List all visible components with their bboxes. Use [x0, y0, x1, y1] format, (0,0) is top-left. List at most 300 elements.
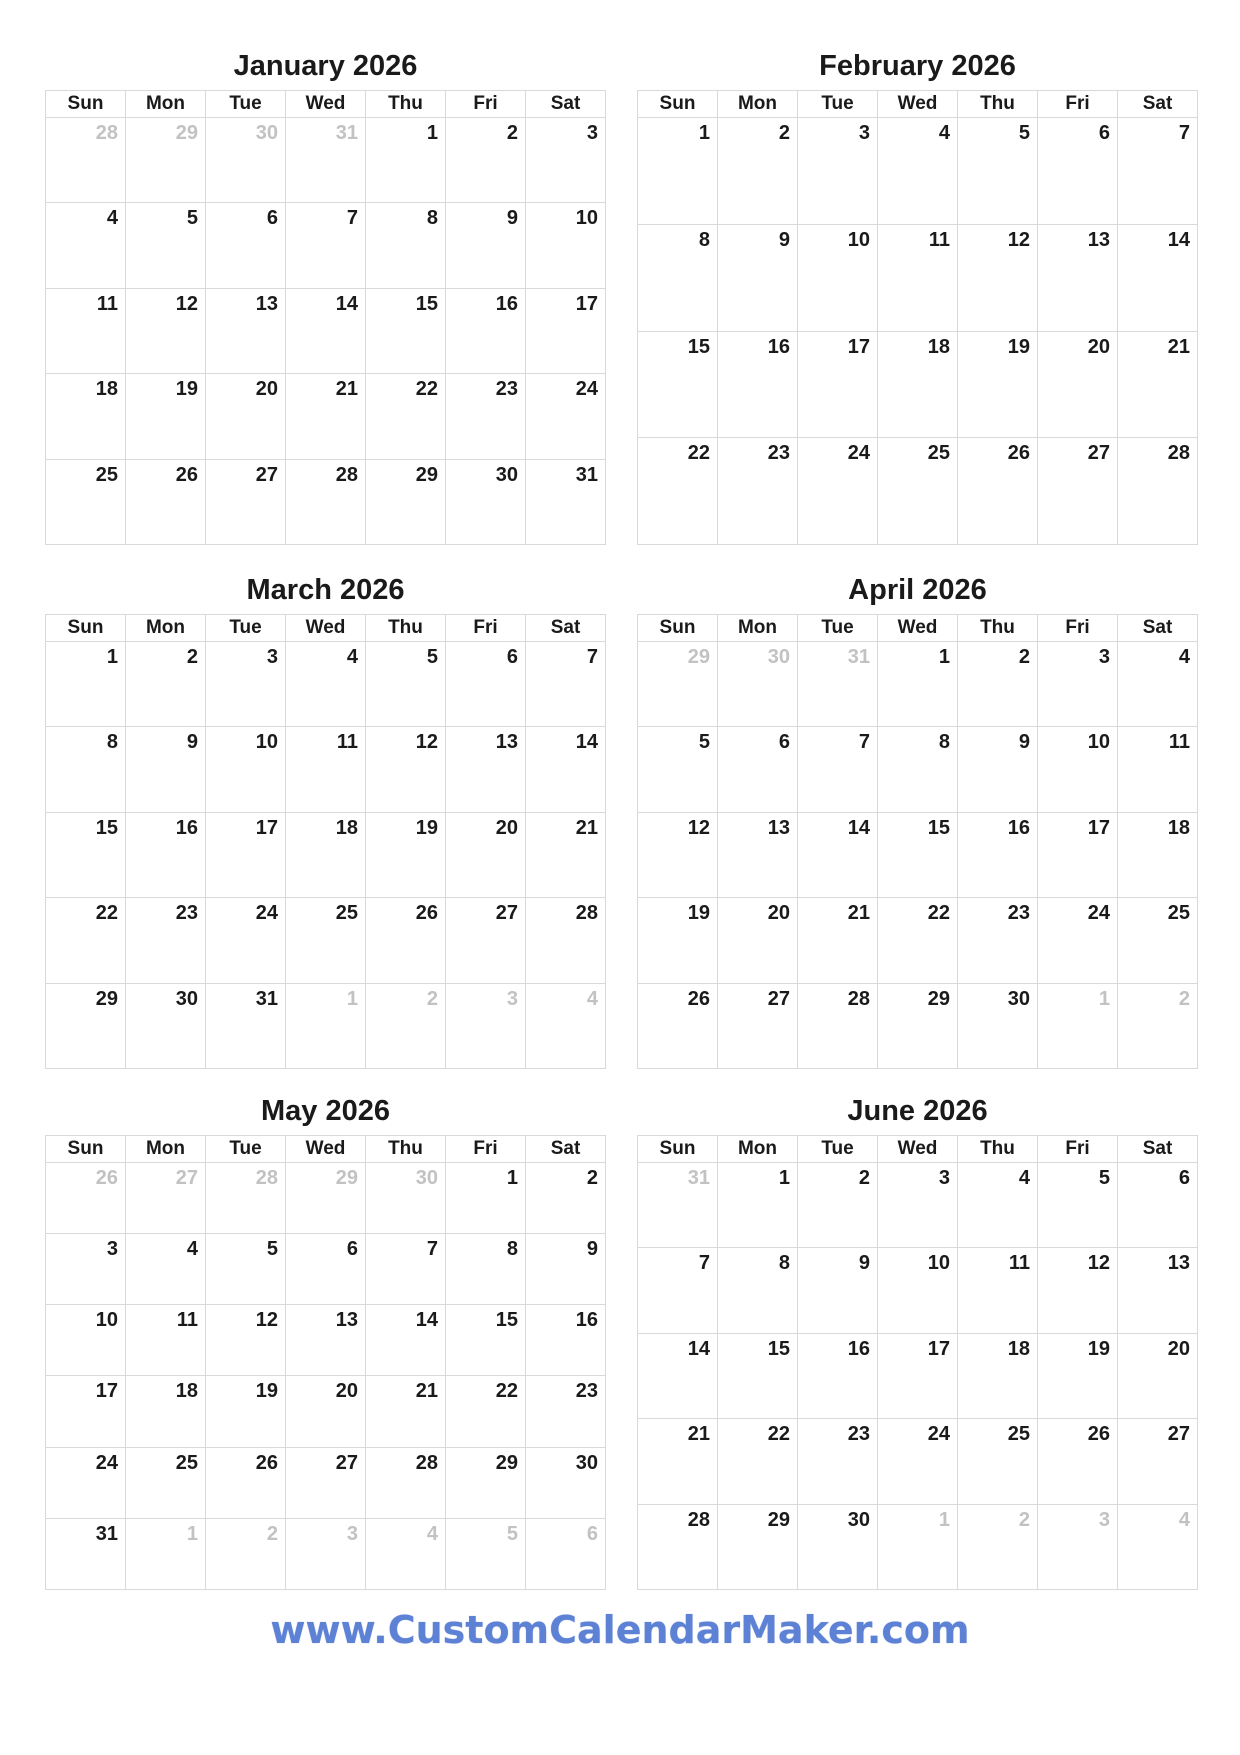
date-cell: 12	[126, 288, 206, 373]
date-cell: 8	[366, 203, 446, 288]
date-cell: 1	[46, 642, 126, 727]
date-cell: 8	[878, 727, 958, 812]
date-cell-adjacent-month: 28	[46, 118, 126, 203]
date-cell-adjacent-month: 26	[46, 1163, 126, 1234]
day-header-mon: Mon	[718, 615, 798, 642]
week-row	[638, 642, 1198, 727]
month-march	[45, 570, 606, 1069]
week-row	[638, 1419, 1198, 1504]
date-cell-adjacent-month: 1	[878, 1504, 958, 1589]
date-cell: 28	[526, 898, 606, 983]
date-cell: 25	[126, 1447, 206, 1518]
day-header-row	[46, 615, 606, 642]
week-row	[638, 1333, 1198, 1418]
date-cell: 28	[638, 1504, 718, 1589]
month-title: April 2026	[848, 574, 987, 606]
date-cell: 4	[1118, 642, 1198, 727]
week-row	[46, 459, 606, 544]
date-cell-adjacent-month: 3	[1038, 1504, 1118, 1589]
date-cell: 25	[286, 898, 366, 983]
date-cell: 1	[446, 1163, 526, 1234]
day-header-thu: Thu	[958, 615, 1038, 642]
date-cell-adjacent-month: 6	[526, 1518, 606, 1589]
day-header-sat: Sat	[1118, 1136, 1198, 1163]
month-title: May 2026	[261, 1095, 390, 1127]
date-cell: 12	[638, 812, 718, 897]
date-cell: 20	[1038, 331, 1118, 438]
day-header-sat: Sat	[526, 615, 606, 642]
date-cell: 10	[526, 203, 606, 288]
date-cell: 7	[526, 642, 606, 727]
date-cell-adjacent-month: 1	[126, 1518, 206, 1589]
week-row	[46, 374, 606, 459]
week-row	[46, 727, 606, 812]
calendar-grid-june	[637, 1135, 1198, 1590]
date-cell: 4	[878, 118, 958, 225]
day-header-sun: Sun	[46, 615, 126, 642]
date-cell: 15	[718, 1333, 798, 1418]
date-cell: 12	[366, 727, 446, 812]
week-row	[638, 1163, 1198, 1248]
date-cell: 9	[798, 1248, 878, 1333]
day-header-thu: Thu	[958, 1136, 1038, 1163]
date-cell: 29	[446, 1447, 526, 1518]
date-cell: 16	[718, 331, 798, 438]
date-cell: 16	[798, 1333, 878, 1418]
date-cell: 22	[878, 898, 958, 983]
day-header-tue: Tue	[798, 91, 878, 118]
date-cell: 19	[206, 1376, 286, 1447]
date-cell: 8	[446, 1234, 526, 1305]
week-row	[46, 1305, 606, 1376]
date-cell: 5	[206, 1234, 286, 1305]
date-cell-adjacent-month: 1	[1038, 983, 1118, 1068]
date-cell: 7	[798, 727, 878, 812]
date-cell: 16	[526, 1305, 606, 1376]
date-cell: 10	[46, 1305, 126, 1376]
date-cell-adjacent-month: 1	[286, 983, 366, 1068]
date-cell: 2	[126, 642, 206, 727]
date-cell-adjacent-month: 2	[366, 983, 446, 1068]
date-cell: 21	[798, 898, 878, 983]
day-header-tue: Tue	[206, 1136, 286, 1163]
date-cell: 25	[878, 438, 958, 545]
date-cell: 23	[798, 1419, 878, 1504]
date-cell-adjacent-month: 2	[206, 1518, 286, 1589]
date-cell: 8	[638, 224, 718, 331]
calendar-grid-february	[637, 90, 1198, 545]
day-header-sat: Sat	[1118, 615, 1198, 642]
date-cell: 19	[366, 812, 446, 897]
date-cell: 14	[366, 1305, 446, 1376]
day-header-sat: Sat	[526, 91, 606, 118]
day-header-fri: Fri	[446, 1136, 526, 1163]
date-cell-adjacent-month: 31	[286, 118, 366, 203]
date-cell: 24	[206, 898, 286, 983]
date-cell: 2	[958, 642, 1038, 727]
month-title: February 2026	[819, 50, 1016, 82]
day-header-wed: Wed	[286, 615, 366, 642]
date-cell-adjacent-month: 2	[958, 1504, 1038, 1589]
date-cell: 20	[718, 898, 798, 983]
week-row	[638, 727, 1198, 812]
date-cell: 13	[718, 812, 798, 897]
date-cell: 14	[638, 1333, 718, 1418]
date-cell: 29	[718, 1504, 798, 1589]
calendar-grid-january	[45, 90, 606, 545]
date-cell: 14	[286, 288, 366, 373]
date-cell: 3	[526, 118, 606, 203]
date-cell: 11	[958, 1248, 1038, 1333]
date-cell: 30	[526, 1447, 606, 1518]
day-header-mon: Mon	[126, 91, 206, 118]
date-cell: 27	[1038, 438, 1118, 545]
date-cell: 1	[718, 1163, 798, 1248]
date-cell: 8	[718, 1248, 798, 1333]
week-row	[46, 642, 606, 727]
date-cell: 3	[206, 642, 286, 727]
date-cell: 29	[878, 983, 958, 1068]
date-cell: 9	[526, 1234, 606, 1305]
week-row	[638, 1504, 1198, 1589]
date-cell: 11	[286, 727, 366, 812]
day-header-wed: Wed	[878, 1136, 958, 1163]
day-header-mon: Mon	[126, 615, 206, 642]
week-row	[638, 983, 1198, 1068]
date-cell: 22	[366, 374, 446, 459]
date-cell: 27	[1118, 1419, 1198, 1504]
date-cell: 24	[878, 1419, 958, 1504]
week-row	[638, 1248, 1198, 1333]
date-cell: 1	[638, 118, 718, 225]
date-cell: 20	[206, 374, 286, 459]
day-header-fri: Fri	[1038, 91, 1118, 118]
date-cell: 29	[46, 983, 126, 1068]
date-cell: 14	[798, 812, 878, 897]
week-row	[46, 812, 606, 897]
day-header-sun: Sun	[638, 1136, 718, 1163]
date-cell: 24	[1038, 898, 1118, 983]
date-cell: 28	[366, 1447, 446, 1518]
week-row	[46, 1447, 606, 1518]
date-cell: 28	[286, 459, 366, 544]
date-cell: 11	[46, 288, 126, 373]
date-cell-adjacent-month: 29	[286, 1163, 366, 1234]
day-header-thu: Thu	[958, 91, 1038, 118]
date-cell: 5	[638, 727, 718, 812]
week-row	[638, 118, 1198, 225]
date-cell: 13	[206, 288, 286, 373]
date-cell: 4	[126, 1234, 206, 1305]
date-cell: 6	[286, 1234, 366, 1305]
date-cell: 17	[46, 1376, 126, 1447]
week-row	[46, 203, 606, 288]
date-cell: 5	[1038, 1163, 1118, 1248]
date-cell: 30	[126, 983, 206, 1068]
day-header-thu: Thu	[366, 615, 446, 642]
date-cell: 9	[446, 203, 526, 288]
date-cell-adjacent-month: 3	[286, 1518, 366, 1589]
date-cell: 30	[958, 983, 1038, 1068]
day-header-sun: Sun	[638, 615, 718, 642]
day-header-tue: Tue	[798, 1136, 878, 1163]
watermark-text: www.CustomCalendarMaker.com	[270, 1608, 970, 1652]
date-cell: 1	[878, 642, 958, 727]
date-cell: 24	[798, 438, 878, 545]
day-header-wed: Wed	[878, 615, 958, 642]
date-cell: 16	[446, 288, 526, 373]
date-cell-adjacent-month: 30	[718, 642, 798, 727]
date-cell: 16	[126, 812, 206, 897]
date-cell: 17	[878, 1333, 958, 1418]
date-cell-adjacent-month: 2	[1118, 983, 1198, 1068]
date-cell: 23	[526, 1376, 606, 1447]
date-cell: 21	[526, 812, 606, 897]
date-cell: 15	[446, 1305, 526, 1376]
day-header-tue: Tue	[206, 91, 286, 118]
date-cell: 16	[958, 812, 1038, 897]
date-cell: 27	[718, 983, 798, 1068]
date-cell: 13	[286, 1305, 366, 1376]
day-header-row	[46, 1136, 606, 1163]
date-cell: 15	[46, 812, 126, 897]
date-cell: 28	[798, 983, 878, 1068]
date-cell: 30	[446, 459, 526, 544]
date-cell-adjacent-month: 29	[126, 118, 206, 203]
date-cell: 5	[958, 118, 1038, 225]
calendar-grid-may	[45, 1135, 606, 1590]
date-cell: 13	[446, 727, 526, 812]
day-header-fri: Fri	[446, 91, 526, 118]
date-cell: 5	[126, 203, 206, 288]
date-cell-adjacent-month: 4	[526, 983, 606, 1068]
date-cell: 10	[1038, 727, 1118, 812]
date-cell: 26	[638, 983, 718, 1068]
month-january	[45, 46, 606, 545]
date-cell: 29	[366, 459, 446, 544]
date-cell: 6	[1118, 1163, 1198, 1248]
month-title: January 2026	[233, 50, 418, 82]
week-row	[46, 1234, 606, 1305]
date-cell: 17	[1038, 812, 1118, 897]
date-cell: 22	[718, 1419, 798, 1504]
date-cell: 6	[718, 727, 798, 812]
day-header-thu: Thu	[366, 91, 446, 118]
date-cell: 4	[958, 1163, 1038, 1248]
date-cell: 9	[718, 224, 798, 331]
date-cell: 18	[878, 331, 958, 438]
day-header-mon: Mon	[718, 1136, 798, 1163]
week-row	[638, 224, 1198, 331]
date-cell: 19	[638, 898, 718, 983]
date-cell: 25	[1118, 898, 1198, 983]
date-cell: 3	[798, 118, 878, 225]
date-cell: 10	[798, 224, 878, 331]
date-cell-adjacent-month: 27	[126, 1163, 206, 1234]
date-cell: 22	[446, 1376, 526, 1447]
date-cell: 18	[286, 812, 366, 897]
week-row	[46, 1518, 606, 1589]
date-cell: 24	[46, 1447, 126, 1518]
date-cell: 26	[1038, 1419, 1118, 1504]
month-february	[637, 46, 1198, 545]
week-row	[638, 331, 1198, 438]
date-cell: 27	[446, 898, 526, 983]
calendar-grid-april	[637, 614, 1198, 1069]
date-cell: 14	[1118, 224, 1198, 331]
day-header-fri: Fri	[446, 615, 526, 642]
date-cell: 20	[446, 812, 526, 897]
day-header-mon: Mon	[126, 1136, 206, 1163]
date-cell: 25	[958, 1419, 1038, 1504]
date-cell: 27	[286, 1447, 366, 1518]
month-title: March 2026	[246, 574, 405, 606]
date-cell: 19	[126, 374, 206, 459]
date-cell-adjacent-month: 29	[638, 642, 718, 727]
week-row	[46, 1376, 606, 1447]
date-cell: 2	[526, 1163, 606, 1234]
date-cell: 11	[878, 224, 958, 331]
date-cell-adjacent-month: 30	[206, 118, 286, 203]
date-cell: 19	[958, 331, 1038, 438]
date-cell: 23	[126, 898, 206, 983]
date-cell: 17	[526, 288, 606, 373]
day-header-sat: Sat	[526, 1136, 606, 1163]
week-row	[638, 898, 1198, 983]
date-cell: 3	[46, 1234, 126, 1305]
date-cell: 18	[958, 1333, 1038, 1418]
date-cell: 11	[1118, 727, 1198, 812]
date-cell: 21	[366, 1376, 446, 1447]
date-cell: 26	[126, 459, 206, 544]
month-title: June 2026	[847, 1095, 988, 1127]
date-cell: 31	[206, 983, 286, 1068]
date-cell: 13	[1038, 224, 1118, 331]
date-cell: 17	[798, 331, 878, 438]
week-row	[46, 983, 606, 1068]
week-row	[638, 438, 1198, 545]
date-cell: 12	[958, 224, 1038, 331]
date-cell: 6	[1038, 118, 1118, 225]
date-cell: 12	[1038, 1248, 1118, 1333]
date-cell: 31	[526, 459, 606, 544]
date-cell: 21	[286, 374, 366, 459]
day-header-row	[638, 1136, 1198, 1163]
date-cell: 19	[1038, 1333, 1118, 1418]
date-cell: 31	[46, 1518, 126, 1589]
date-cell: 26	[958, 438, 1038, 545]
week-row	[46, 118, 606, 203]
calendar-grid-march	[45, 614, 606, 1069]
day-header-wed: Wed	[286, 1136, 366, 1163]
week-row	[638, 812, 1198, 897]
date-cell: 14	[526, 727, 606, 812]
date-cell: 28	[1118, 438, 1198, 545]
date-cell: 15	[878, 812, 958, 897]
date-cell: 11	[126, 1305, 206, 1376]
date-cell: 7	[286, 203, 366, 288]
month-may	[45, 1091, 606, 1590]
date-cell: 5	[366, 642, 446, 727]
date-cell: 4	[46, 203, 126, 288]
date-cell: 8	[46, 727, 126, 812]
date-cell: 23	[718, 438, 798, 545]
date-cell: 20	[286, 1376, 366, 1447]
date-cell: 18	[1118, 812, 1198, 897]
date-cell: 12	[206, 1305, 286, 1376]
date-cell: 9	[126, 727, 206, 812]
date-cell: 6	[446, 642, 526, 727]
date-cell: 15	[638, 331, 718, 438]
date-cell: 30	[798, 1504, 878, 1589]
month-april	[637, 570, 1198, 1069]
date-cell-adjacent-month: 31	[798, 642, 878, 727]
day-header-sun: Sun	[46, 91, 126, 118]
date-cell: 7	[1118, 118, 1198, 225]
date-cell: 6	[206, 203, 286, 288]
date-cell: 21	[1118, 331, 1198, 438]
day-header-fri: Fri	[1038, 1136, 1118, 1163]
date-cell: 23	[958, 898, 1038, 983]
day-header-fri: Fri	[1038, 615, 1118, 642]
date-cell: 24	[526, 374, 606, 459]
day-header-sat: Sat	[1118, 91, 1198, 118]
date-cell: 15	[366, 288, 446, 373]
date-cell: 3	[1038, 642, 1118, 727]
date-cell: 4	[286, 642, 366, 727]
day-header-thu: Thu	[366, 1136, 446, 1163]
date-cell: 2	[718, 118, 798, 225]
week-row	[46, 1163, 606, 1234]
day-header-tue: Tue	[206, 615, 286, 642]
date-cell-adjacent-month: 3	[446, 983, 526, 1068]
date-cell: 22	[46, 898, 126, 983]
date-cell: 20	[1118, 1333, 1198, 1418]
date-cell: 10	[878, 1248, 958, 1333]
date-cell: 27	[206, 459, 286, 544]
date-cell: 2	[446, 118, 526, 203]
date-cell: 18	[46, 374, 126, 459]
date-cell: 3	[878, 1163, 958, 1248]
week-row	[46, 898, 606, 983]
date-cell: 7	[366, 1234, 446, 1305]
date-cell-adjacent-month: 28	[206, 1163, 286, 1234]
day-header-wed: Wed	[286, 91, 366, 118]
date-cell: 13	[1118, 1248, 1198, 1333]
week-row	[46, 288, 606, 373]
date-cell: 26	[206, 1447, 286, 1518]
date-cell-adjacent-month: 4	[1118, 1504, 1198, 1589]
date-cell: 22	[638, 438, 718, 545]
date-cell-adjacent-month: 30	[366, 1163, 446, 1234]
date-cell-adjacent-month: 4	[366, 1518, 446, 1589]
date-cell: 23	[446, 374, 526, 459]
day-header-wed: Wed	[878, 91, 958, 118]
date-cell: 7	[638, 1248, 718, 1333]
day-header-mon: Mon	[718, 91, 798, 118]
date-cell: 25	[46, 459, 126, 544]
month-june	[637, 1091, 1198, 1590]
day-header-tue: Tue	[798, 615, 878, 642]
date-cell: 2	[798, 1163, 878, 1248]
date-cell: 9	[958, 727, 1038, 812]
date-cell: 10	[206, 727, 286, 812]
date-cell-adjacent-month: 31	[638, 1163, 718, 1248]
date-cell: 21	[638, 1419, 718, 1504]
date-cell-adjacent-month: 5	[446, 1518, 526, 1589]
day-header-row	[638, 615, 1198, 642]
date-cell: 1	[366, 118, 446, 203]
